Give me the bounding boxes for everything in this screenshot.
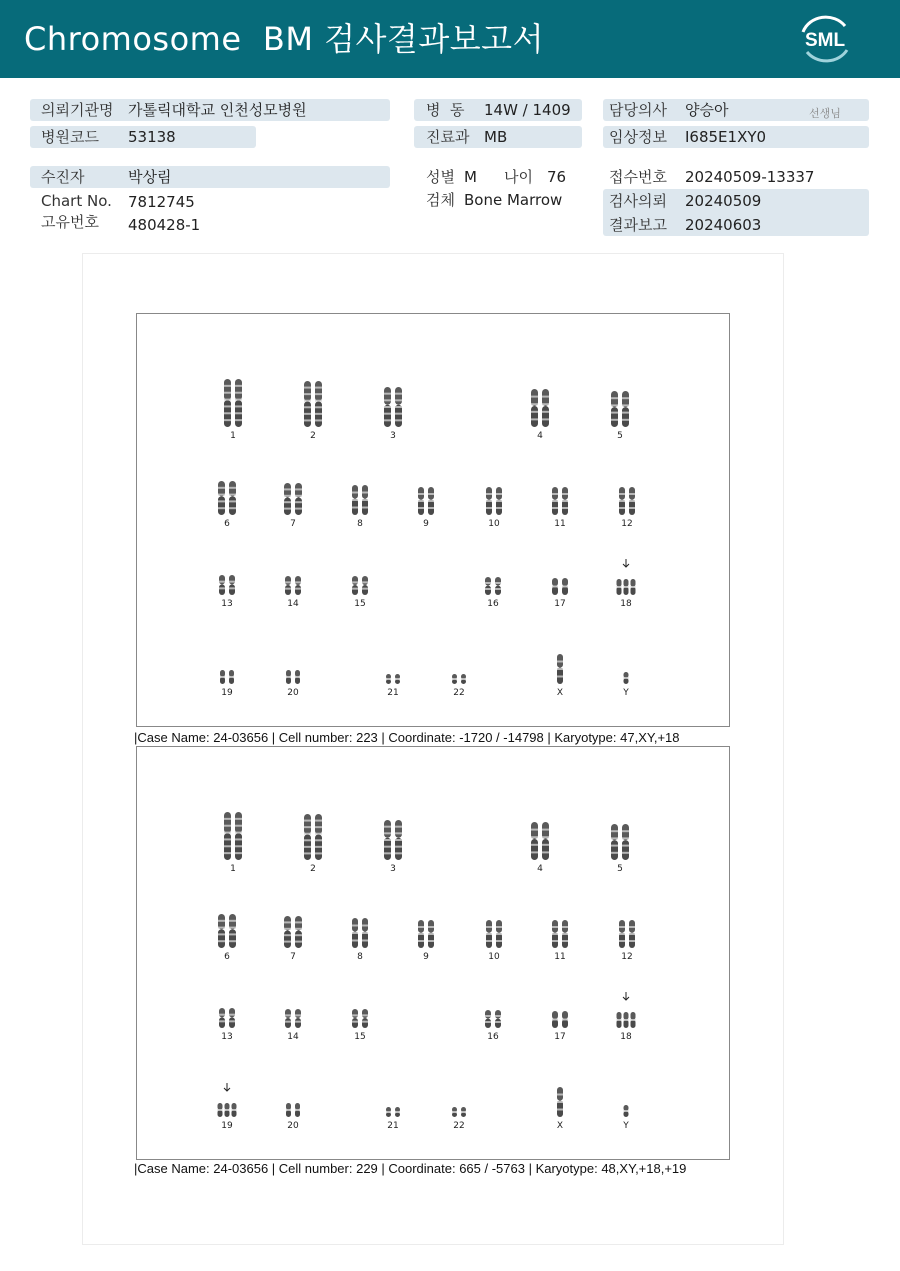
chromosome-20-copy <box>286 670 291 684</box>
ward-label: 병 동 <box>426 101 465 119</box>
chromosome-16-copy <box>495 1010 501 1028</box>
chromosome-21-copy <box>386 1107 391 1117</box>
sex-value: M <box>464 168 477 186</box>
chromosome-4-copy <box>531 822 538 860</box>
chromosome-21-copy <box>395 1107 400 1117</box>
chromosome-16-copy <box>495 577 501 595</box>
chromosome-15-copy <box>362 1009 368 1028</box>
chromosome-14-copy <box>295 1009 301 1028</box>
chromosome-9-copy <box>418 920 424 948</box>
chromosome-5-copy <box>611 824 618 860</box>
chromosome-label: 8 <box>357 952 363 962</box>
report-header <box>0 0 900 78</box>
chromosome-label: 6 <box>224 952 230 962</box>
chromosome-1-copy <box>235 812 242 860</box>
chromosome-1-copy <box>224 379 231 427</box>
chromosome-14-copy <box>285 576 291 595</box>
dept-value: MB <box>484 128 508 146</box>
chromosome-11-copy <box>552 487 558 515</box>
chromosome-label: 22 <box>453 1121 465 1131</box>
karyogram-1-caption: |Case Name: 24-03656 | Cell number: 223 | Coordinate: -1720 / -14798 | Karyotype: 47,XY,+18 <box>134 730 680 745</box>
report-value: 20240603 <box>685 216 762 234</box>
chromosome-label: Y <box>623 688 629 698</box>
chromosome-label: 15 <box>354 1032 366 1042</box>
chromosome-14-copy <box>295 576 301 595</box>
chromosome-19-copy <box>220 670 225 684</box>
chromosome-label: 17 <box>554 1032 566 1042</box>
extra-copy-arrow-icon <box>623 559 629 567</box>
chromosome-label: 20 <box>287 1121 299 1131</box>
chromosome-2-copy <box>304 381 311 427</box>
extra-copy-arrow-icon <box>224 1083 230 1091</box>
chromosome-label: 16 <box>487 599 499 609</box>
chart-value: 7812745 <box>128 193 195 211</box>
chromosome-22-copy <box>461 1107 466 1117</box>
chromosome-2-copy <box>304 814 311 860</box>
chromosome-11-copy <box>562 487 568 515</box>
chromosome-X-copy <box>557 654 563 684</box>
chromosome-label: 12 <box>621 519 633 529</box>
chromosome-3-copy <box>395 820 402 860</box>
report-label: 결과보고 <box>609 216 667 234</box>
chromosome-6-copy <box>229 914 236 948</box>
chromosome-9-copy <box>428 487 434 515</box>
age-label: 나이 <box>504 168 533 186</box>
chromosome-11-copy <box>552 920 558 948</box>
chromosome-9-copy <box>428 920 434 948</box>
chromosome-17-copy <box>552 1011 558 1028</box>
chromosome-4-copy <box>542 822 549 860</box>
chromosome-label: 1 <box>230 864 236 874</box>
chromosome-3-copy <box>395 387 402 427</box>
chromosome-label: 13 <box>221 599 233 609</box>
chromosome-3-copy <box>384 387 391 427</box>
chromosome-9-copy <box>418 487 424 515</box>
chromosome-label: 19 <box>221 688 233 698</box>
chromosome-label: 7 <box>290 952 296 962</box>
chromosome-label: 9 <box>423 519 429 529</box>
chromosome-17-copy <box>552 578 558 595</box>
uid-value: 480428-1 <box>128 216 201 234</box>
karyogram-1-svg <box>137 314 729 726</box>
logo-text: SML <box>804 30 846 51</box>
chromosome-8-copy <box>352 918 358 948</box>
ward-value: 14W / 1409 <box>484 101 571 119</box>
chromosome-label: 15 <box>354 599 366 609</box>
chromosome-label: 14 <box>287 1032 299 1042</box>
chromosome-11-copy <box>562 920 568 948</box>
chromosome-label: 4 <box>537 864 543 874</box>
chromosome-label: 12 <box>621 952 633 962</box>
chromosome-15-copy <box>362 576 368 595</box>
chromosome-label: 8 <box>357 519 363 529</box>
chromosome-Y-copy <box>624 672 629 684</box>
chromosome-18-copy <box>631 579 636 595</box>
chromosome-19-copy <box>229 670 234 684</box>
chromosome-2-copy <box>315 381 322 427</box>
chromosome-18-copy <box>624 1012 629 1028</box>
chromosome-label: 10 <box>488 519 500 529</box>
dept-label: 진료과 <box>426 128 470 146</box>
receipt-label: 접수번호 <box>609 168 667 186</box>
chromosome-21-copy <box>386 674 391 684</box>
karyogram-1 <box>136 313 730 727</box>
request-label: 검사의뢰 <box>609 192 667 210</box>
chromosome-10-copy <box>496 487 502 515</box>
chromosome-label: 18 <box>620 1032 632 1042</box>
chromosome-8-copy <box>352 485 358 515</box>
hospital-value: 가톨릭대학교 인천성모병원 <box>128 101 307 119</box>
patient-value: 박상림 <box>128 168 172 186</box>
chromosome-13-copy <box>219 1008 225 1028</box>
chromosome-label: 5 <box>617 864 623 874</box>
chromosome-12-copy <box>629 487 635 515</box>
chromosome-18-copy <box>631 1012 636 1028</box>
code-value: 53138 <box>128 128 176 146</box>
chromosome-label: 10 <box>488 952 500 962</box>
chromosome-12-copy <box>619 487 625 515</box>
chromosome-Y-copy <box>624 1105 629 1117</box>
extra-copy-arrow-icon <box>623 992 629 1000</box>
chromosome-label: 5 <box>617 431 623 441</box>
clinical-value: I685E1XY0 <box>685 128 767 146</box>
chromosome-22-copy <box>452 1107 457 1117</box>
chromosome-14-copy <box>285 1009 291 1028</box>
report-title: Chromosome BM 검사결과보고서 <box>24 20 544 58</box>
chromosome-18-copy <box>617 1012 622 1028</box>
chromosome-6-copy <box>229 481 236 515</box>
chromosome-20-copy <box>295 670 300 684</box>
chromosome-17-copy <box>562 1011 568 1028</box>
chromosome-label: 19 <box>221 1121 233 1131</box>
karyogram-2-caption: |Case Name: 24-03656 | Cell number: 229 | Coordinate: 665 / -5763 | Karyotype: 48,XY,+18,+19 <box>134 1161 687 1176</box>
chromosome-7-copy <box>295 483 302 515</box>
chromosome-4-copy <box>542 389 549 427</box>
doctor-value: 양승아 <box>685 101 729 119</box>
chromosome-5-copy <box>622 824 629 860</box>
chromosome-22-copy <box>461 674 466 684</box>
chromosome-label: 20 <box>287 688 299 698</box>
chromosome-12-copy <box>629 920 635 948</box>
chromosome-5-copy <box>622 391 629 427</box>
chromosome-16-copy <box>485 577 491 595</box>
chromosome-label: 1 <box>230 431 236 441</box>
chromosome-1-copy <box>235 379 242 427</box>
request-value: 20240509 <box>685 192 762 210</box>
chromosome-label: 9 <box>423 952 429 962</box>
chart-label: Chart No. <box>41 192 112 210</box>
doctor-suffix: 선생님 <box>809 107 841 120</box>
chromosome-label: 3 <box>390 431 396 441</box>
doctor-label: 담당의사 <box>609 101 667 119</box>
chromosome-18-copy <box>617 579 622 595</box>
chromosome-13-copy <box>229 1008 235 1028</box>
code-label: 병원코드 <box>41 128 99 146</box>
chromosome-12-copy <box>619 920 625 948</box>
sex-label: 성별 <box>426 168 455 186</box>
chromosome-label: 2 <box>310 431 316 441</box>
chromosome-label: 13 <box>221 1032 233 1042</box>
chromosome-label: 21 <box>387 688 399 698</box>
chromosome-1-copy <box>224 812 231 860</box>
specimen-value: Bone Marrow <box>464 191 563 209</box>
chromosome-label: 2 <box>310 864 316 874</box>
chromosome-19-copy <box>218 1103 223 1117</box>
chromosome-20-copy <box>295 1103 300 1117</box>
chromosome-21-copy <box>395 674 400 684</box>
chromosome-label: 21 <box>387 1121 399 1131</box>
karyogram-2 <box>136 746 730 1160</box>
receipt-value: 20240509-13337 <box>685 168 815 186</box>
chromosome-7-copy <box>295 916 302 948</box>
chromosome-16-copy <box>485 1010 491 1028</box>
chromosome-label: 3 <box>390 864 396 874</box>
chromosome-label: X <box>556 1121 564 1131</box>
chromosome-7-copy <box>284 916 291 948</box>
chromosome-6-copy <box>218 914 225 948</box>
chromosome-15-copy <box>352 1009 358 1028</box>
chromosome-13-copy <box>229 575 235 595</box>
chromosome-X-copy <box>557 1087 563 1117</box>
chromosome-20-copy <box>286 1103 291 1117</box>
chromosome-2-copy <box>315 814 322 860</box>
chromosome-8-copy <box>362 485 368 515</box>
chromosome-10-copy <box>486 920 492 948</box>
karyogram-2-svg <box>137 747 729 1159</box>
chromosome-19-copy <box>225 1103 230 1117</box>
uid-label: 고유번호 <box>41 213 99 231</box>
chromosome-22-copy <box>452 674 457 684</box>
chromosome-label: Y <box>623 1121 629 1131</box>
chromosome-10-copy <box>486 487 492 515</box>
patient-label: 수진자 <box>41 168 85 186</box>
chromosome-3-copy <box>384 820 391 860</box>
chromosome-label: 22 <box>453 688 465 698</box>
chromosome-6-copy <box>218 481 225 515</box>
sml-logo-icon <box>795 12 855 66</box>
chromosome-label: 18 <box>620 599 632 609</box>
chromosome-label: 4 <box>537 431 543 441</box>
hospital-label: 의뢰기관명 <box>41 101 114 119</box>
chromosome-8-copy <box>362 918 368 948</box>
clinical-label: 임상정보 <box>609 128 667 146</box>
chromosome-18-copy <box>624 579 629 595</box>
age-value: 76 <box>547 168 567 186</box>
chromosome-7-copy <box>284 483 291 515</box>
chromosome-10-copy <box>496 920 502 948</box>
chromosome-13-copy <box>219 575 225 595</box>
chromosome-label: 16 <box>487 1032 499 1042</box>
chromosome-label: 6 <box>224 519 230 529</box>
chromosome-17-copy <box>562 578 568 595</box>
chromosome-4-copy <box>531 389 538 427</box>
chromosome-label: 7 <box>290 519 296 529</box>
chromosome-5-copy <box>611 391 618 427</box>
chromosome-label: 11 <box>554 952 566 962</box>
chromosome-label: 14 <box>287 599 299 609</box>
chromosome-label: 17 <box>554 599 566 609</box>
chromosome-label: X <box>556 688 564 698</box>
specimen-label: 검체 <box>426 191 455 209</box>
chromosome-19-copy <box>232 1103 237 1117</box>
chromosome-label: 11 <box>554 519 566 529</box>
chromosome-15-copy <box>352 576 358 595</box>
